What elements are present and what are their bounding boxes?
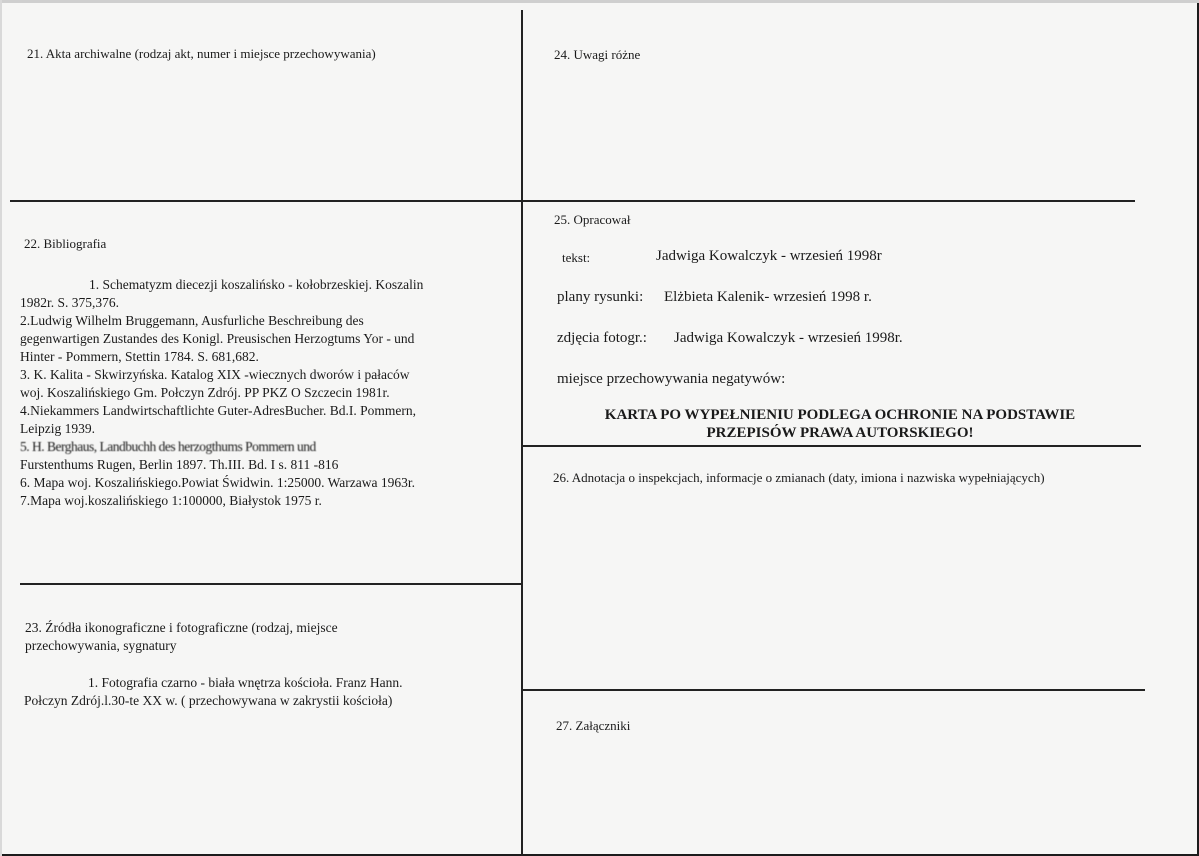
bibliography-line: 1982r. S. 375,376. bbox=[20, 295, 120, 310]
section-21-label: 21. Akta archiwalne (rodzaj akt, numer i miejsce przechowywania) bbox=[27, 46, 376, 61]
section-24-label: 24. Uwagi różne bbox=[554, 47, 641, 62]
tekst-label: tekst: bbox=[562, 250, 591, 265]
negatywy-label: miejsce przechowywania negatywów: bbox=[557, 371, 786, 387]
bibliography-line: 6. Mapa woj. Koszalińskiego.Powiat Świdwin. 1:25000. Warzawa 1963r. bbox=[20, 475, 415, 490]
bibliography-line: 4.Niekammers Landwirtschaftlichte Guter-AdresBucher. Bd.I. Pommern, bbox=[20, 403, 416, 418]
zdjecia-label: zdjęcia fotogr.: bbox=[557, 330, 647, 346]
center-divider bbox=[521, 10, 523, 856]
plany-label: plany rysunki: bbox=[557, 289, 644, 305]
section-25-label: 25. Opracował bbox=[554, 212, 631, 227]
plany-value: Elżbieta Kalenik- wrzesień 1998 r. bbox=[664, 289, 872, 305]
iconography-item-cont: Połczyn Zdrój.l.30-te XX w. ( przechowywana w zakrystii kościoła) bbox=[24, 693, 393, 708]
page-edge-top bbox=[0, 0, 1199, 3]
divider-row-1 bbox=[10, 200, 1135, 202]
divider-left-2 bbox=[20, 583, 521, 585]
bibliography-line: Hinter - Pommern, Stettin 1784. S. 681,682. bbox=[20, 349, 259, 364]
bibliography-line: 3. K. Kalita - Skwirzyńska. Katalog XIX -wiecznych dworów i pałaców bbox=[20, 367, 410, 382]
bibliography-line: woj. Koszalińskiego Gm. Połczyn Zdrój. PP PKZ O Szczecin 1981r. bbox=[20, 385, 390, 400]
section-23-label: 23. Źródła ikonograficzne i fotograficzne (rodzaj, miejsce bbox=[25, 620, 338, 635]
section-22-label: 22. Bibliografia bbox=[24, 236, 107, 251]
section-27-label: 27. Załączniki bbox=[556, 718, 631, 733]
divider-right-2 bbox=[521, 445, 1141, 447]
zdjecia-value: Jadwiga Kowalczyk - wrzesień 1998r. bbox=[674, 330, 903, 346]
bibliography-line: 7.Mapa woj.koszalińskiego 1:100000, Białystok 1975 r. bbox=[20, 493, 322, 508]
bibliography-line: 2.Ludwig Wilhelm Bruggemann, Ausfurliche Beschreibung des bbox=[20, 313, 364, 328]
iconography-item: 1. Fotografia czarno - biała wnętrza kościoła. Franz Hann. bbox=[88, 675, 403, 690]
section-26-label: 26. Adnotacja o inspekcjach, informacje o zmianach (daty, imiona i nazwiska wypełniających) bbox=[553, 470, 1045, 485]
bibliography-line: 5. H. Berghaus, Landbuchh des herzogthums Pommern und bbox=[20, 439, 316, 454]
bibliography-line: Leipzig 1939. bbox=[20, 421, 95, 436]
bibliography-line: gegenwartigen Zustandes des Konigl. Preusischen Herzogtums Yor - und bbox=[20, 331, 415, 346]
bibliography-line: Furstenthums Rugen, Berlin 1897. Th.III. Bd. I s. 811 -816 bbox=[20, 457, 339, 472]
copyright-notice: KARTA PO WYPEŁNIENIU PODLEGA OCHRONIE NA PODSTAWIE bbox=[604, 407, 1076, 423]
divider-right-3 bbox=[521, 689, 1145, 691]
section-23-label-cont: przechowywania, sygnatury bbox=[25, 638, 177, 653]
tekst-value: Jadwiga Kowalczyk - wrzesień 1998r bbox=[656, 248, 882, 264]
page-edge-left bbox=[0, 0, 2, 856]
bibliography-line: 1. Schematyzm diecezji koszalińsko - kołobrzeskiej. Koszalin bbox=[89, 277, 424, 292]
copyright-notice-cont: PRZEPISÓW PRAWA AUTORSKIEGO! bbox=[706, 425, 974, 441]
